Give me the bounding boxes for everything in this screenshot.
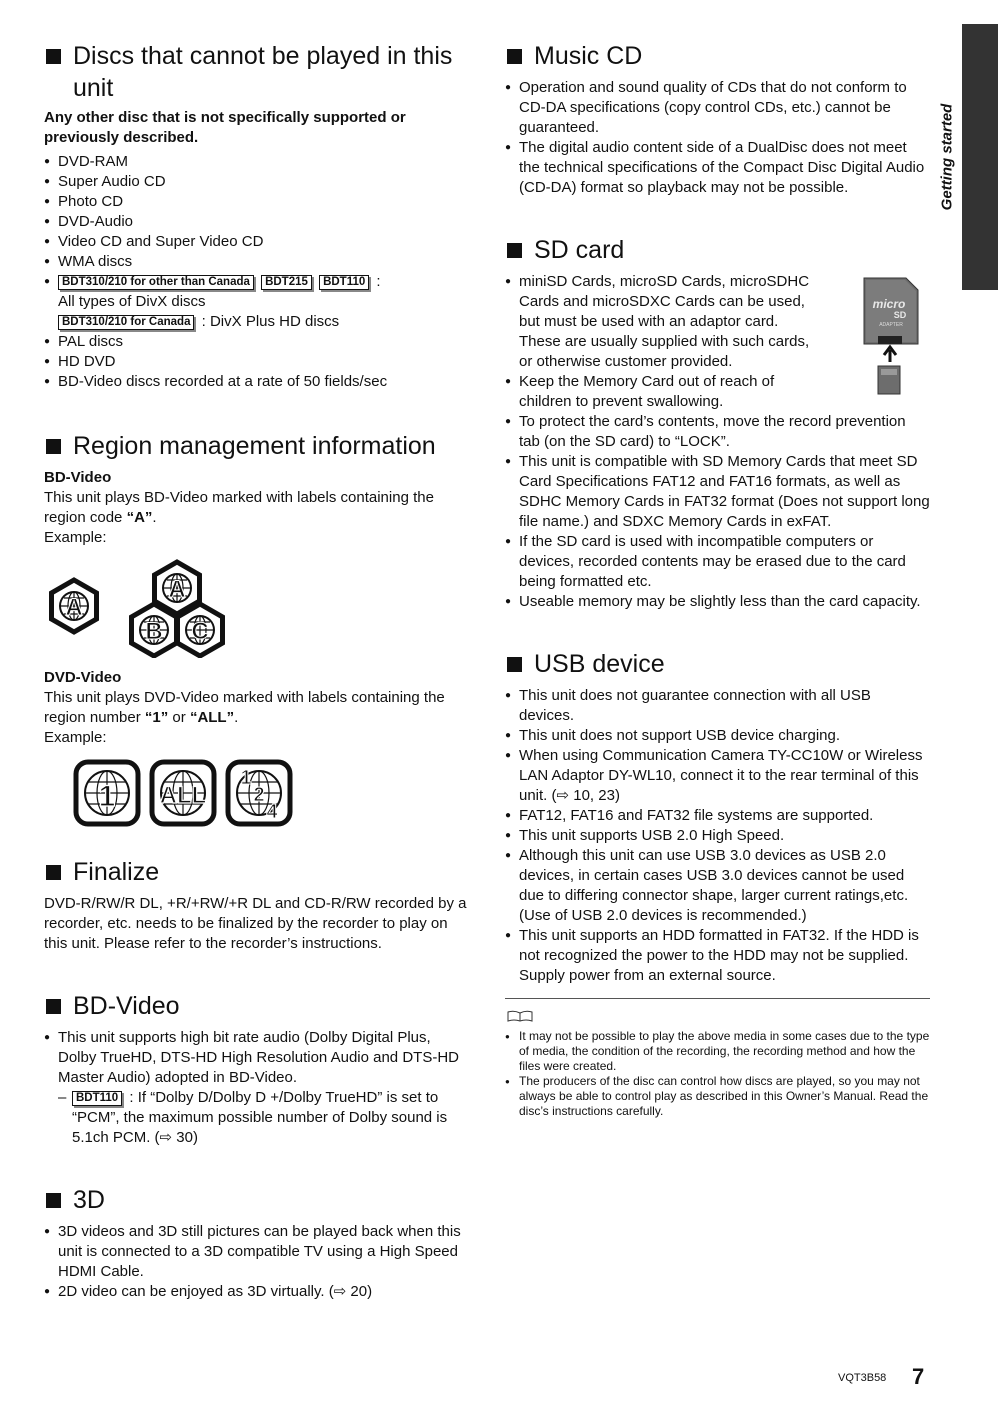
list-item: ● WMA discs xyxy=(44,252,472,272)
list-item: ● HD DVD xyxy=(44,352,472,372)
svg-text:SD: SD xyxy=(893,310,907,320)
usb-list xyxy=(505,686,930,986)
sd-adapter-image xyxy=(860,276,922,396)
section-title: USB device xyxy=(505,648,930,680)
section-title: BD-Video xyxy=(44,990,472,1022)
bd-video-list xyxy=(44,1028,472,1148)
note-item: ● The producers of the disc can control how discs are played, so you may not always be able to control play as described in this Owner’s Manual. Read the disc’s instructions carefully. xyxy=(505,1074,930,1119)
list-item: ● 2D video can be enjoyed as 3D virtually. (⇨ 20) xyxy=(44,1282,472,1302)
section-discs-not-played xyxy=(44,40,472,392)
section-region xyxy=(44,430,472,834)
list-item: ● Although this unit can use USB 3.0 devices as USB 2.0 devices, in certain cases USB 3.0 devices cannot be used due to differing connector shape, larger current ratings,etc. (Use of USB 2.0 devices is recommended.) xyxy=(505,846,930,926)
subheading: BD-Video xyxy=(44,469,112,486)
paragraph: This unit plays BD-Video marked with labels containing the region code “A”. xyxy=(44,489,434,526)
svg-text:ADAPTER: ADAPTER xyxy=(879,322,903,328)
section-title: 3D xyxy=(44,1184,472,1216)
region-number: ALL xyxy=(159,782,207,809)
section-title: SD card xyxy=(505,234,930,266)
square-bullet-icon xyxy=(46,1193,61,1208)
list-item: ● Useable memory may be slightly less than the card capacity. xyxy=(505,592,930,612)
disc-list xyxy=(44,152,472,392)
music-cd-list xyxy=(505,78,930,198)
bd-region-logo-icon xyxy=(44,558,274,658)
list-item: ● This unit supports an HDD formatted in FAT32. If the HDD is not recognized the power to the HDD may not be supplied. Supply power from an external source. xyxy=(505,926,930,986)
list-item: ● This unit supports high bit rate audio (Dolby Digital Plus, Dolby TrueHD, DTS-HD High Resolution Audio and DTS-HD Master Audio) adopted in BD-Video. xyxy=(44,1028,472,1088)
book-icon xyxy=(507,1009,930,1023)
section-title: Discs that cannot be played in this unit xyxy=(44,40,472,104)
left-column xyxy=(44,40,472,1302)
square-bullet-icon xyxy=(46,439,61,454)
list-item: ● Keep the Memory Card out of reach of children to prevent swallowing. xyxy=(505,372,799,412)
list-item: ● BD-Video discs recorded at a rate of 50 fields/sec xyxy=(44,372,472,392)
page-number: 7 xyxy=(912,1364,925,1389)
section-title: Finalize xyxy=(44,856,472,888)
bd-region-logos xyxy=(44,558,472,658)
notes-list xyxy=(505,1029,930,1119)
list-item: ● 3D videos and 3D still pictures can be played back when this unit is connected to a 3D compatible TV using a High Speed HDMI Cable. xyxy=(44,1222,472,1282)
region-number: 4 xyxy=(266,801,278,823)
square-bullet-icon xyxy=(507,49,522,64)
square-bullet-icon xyxy=(46,865,61,880)
sub-list-item: – BDT110 : If “Dolby D/Dolby D +/Dolby TrueHD” is set to “PCM”, the maximum possible number of Dolby sound is 5.1ch PCM. (⇨ 30) xyxy=(44,1088,472,1148)
model-tag: BDT310/210 for other than Canada xyxy=(58,275,254,290)
list-item: ● DVD-Audio xyxy=(44,212,472,232)
3d-list xyxy=(44,1222,472,1302)
svg-text:micro: micro xyxy=(872,297,906,311)
list-item: ● FAT12, FAT16 and FAT32 file systems are supported. xyxy=(505,806,930,826)
list-item: ● This unit supports USB 2.0 High Speed. xyxy=(505,826,930,846)
square-bullet-icon xyxy=(507,243,522,258)
square-bullet-icon xyxy=(46,999,61,1014)
section-bd-video xyxy=(44,990,472,1148)
model-tag: BDT110 xyxy=(72,1091,122,1106)
list-item: ● Operation and sound quality of CDs that do not conform to CD-DA specifications (copy control CDs, etc.) cannot be guaranteed. xyxy=(505,78,930,138)
region-letter: C xyxy=(191,618,209,645)
list-item: ● PAL discs xyxy=(44,332,472,352)
square-bullet-icon xyxy=(46,49,61,64)
model-tag: BDT310/210 for Canada xyxy=(58,315,194,330)
example-label: Example: xyxy=(44,529,107,546)
list-item: ● If the SD card is used with incompatible computers or devices, recorded contents may be erased due to the card being formatted etc. xyxy=(505,532,930,592)
list-item: ● miniSD Cards, microSD Cards, microSDHC Cards and microSDXC Cards can be used, but must be used with an adaptor card. These are usually supplied with such cards, or otherwise customer provided. xyxy=(505,272,819,372)
list-item: ● Photo CD xyxy=(44,192,472,212)
region-letter: B xyxy=(145,618,163,645)
document-code: VQT3B58 xyxy=(838,1372,887,1384)
region-number: 1 xyxy=(98,780,116,813)
list-item: ● This unit does not guarantee connection with all USB devices. xyxy=(505,686,930,726)
list-item: ● The digital audio content side of a DualDisc does not meet the technical specifications of the Compact Disc Digital Audio (CD-DA) format so playback may not be possible. xyxy=(505,138,930,198)
region-letter: A xyxy=(168,576,186,603)
intro-text: Any other disc that is not specifically supported or previously described. xyxy=(44,109,406,146)
sd-adapter-icon xyxy=(860,276,922,396)
list-item: ● To protect the card’s contents, move the record prevention tab (on the SD card) to “LOCK”. xyxy=(505,412,930,452)
section-finalize xyxy=(44,856,472,954)
list-item: ● This unit does not support USB device charging. xyxy=(505,726,930,746)
section-title: Music CD xyxy=(505,40,930,72)
list-item: ● Super Audio CD xyxy=(44,172,472,192)
section-sd-card xyxy=(505,234,930,612)
region-letter: A xyxy=(65,594,83,621)
sidebar-tab xyxy=(962,24,998,290)
list-item-divx: ● BDT310/210 for other than Canada BDT215 BDT110 : All types of DivX discs BDT310/210 for Canada : DivX Plus HD discs xyxy=(44,272,472,332)
list-item: ● DVD-RAM xyxy=(44,152,472,172)
divider xyxy=(505,998,930,999)
dvd-region-logos xyxy=(44,758,472,834)
sidebar-label: Getting started xyxy=(938,103,956,211)
example-label: Example: xyxy=(44,729,107,746)
square-bullet-icon xyxy=(507,657,522,672)
section-music-cd xyxy=(505,40,930,198)
section-title: Region management information xyxy=(44,430,472,462)
dvd-region-logo-icon xyxy=(44,758,304,828)
paragraph: This unit plays DVD-Video marked with labels containing the region number “1” or “ALL”. xyxy=(44,689,445,726)
region-number: 1 xyxy=(240,767,252,789)
model-tag: BDT215 xyxy=(261,275,312,290)
right-column xyxy=(505,40,930,1119)
section-usb xyxy=(505,648,930,986)
list-item: ● When using Communication Camera TY-CC10W or Wireless LAN Adaptor DY-WL10, connect it to the rear terminal of this unit. (⇨ 10, 23) xyxy=(505,746,930,806)
list-item: ● Video CD and Super Video CD xyxy=(44,232,472,252)
subheading: DVD-Video xyxy=(44,669,122,686)
paragraph: DVD-R/RW/R DL, +R/+RW/+R DL and CD-R/RW recorded by a recorder, etc. needs to be finalized by the recorder to play on this unit. Please refer to the recorder’s instructions. xyxy=(44,895,467,952)
model-tag: BDT110 xyxy=(319,275,369,290)
list-item: ● This unit is compatible with SD Memory Cards that meet SD Card Specifications FAT12 and FAT16 formats, as well as SDHC Memory Cards in FAT32 format (Does not support long file name.) and SDXC Memory Cards in exFAT. xyxy=(505,452,930,532)
section-3d xyxy=(44,1184,472,1302)
region-number: 2 xyxy=(253,784,265,806)
note-item: ● It may not be possible to play the above media in some cases due to the type of media, the condition of the recording, the recording method and how the files were created. xyxy=(505,1029,930,1074)
